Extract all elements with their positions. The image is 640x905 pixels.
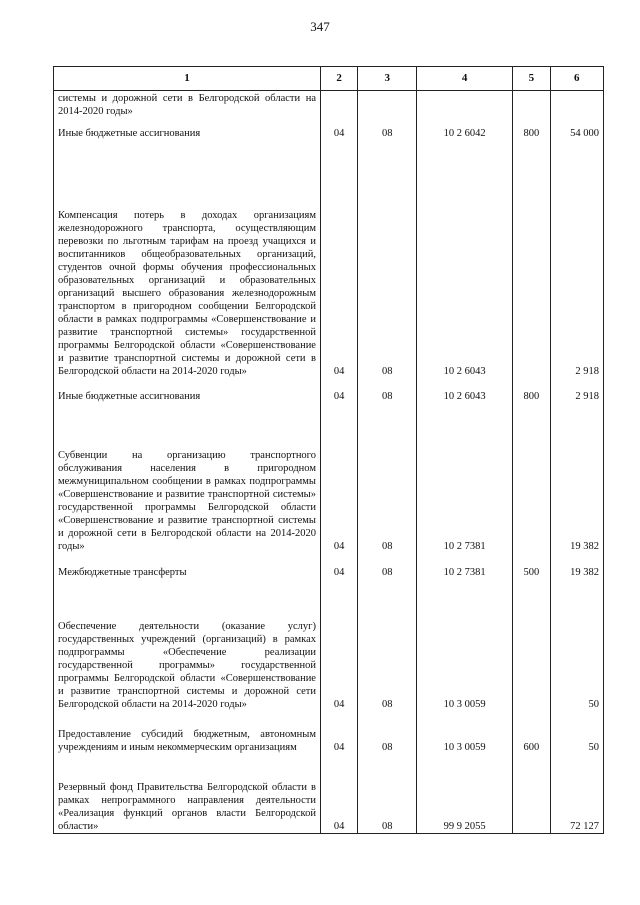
row-section: 04 [320,126,357,140]
table-row [54,126,604,140]
row-amount: 2 918 [550,386,603,404]
header-col-1: 1 [54,67,321,91]
table-row [54,719,604,754]
row-section: 04 [320,762,357,834]
row-expense-type [513,762,550,834]
row-expense-type: 500 [513,561,550,579]
row-subsection [358,91,417,118]
row-amount: 54 000 [550,126,603,140]
row-section: 04 [320,719,357,754]
row-name: Резервный фонд Правительства Белгородской области в рамках непрограммного направления деятельности «Реализация функций органов власти Белгородской области» [54,762,321,834]
row-amount: 19 382 [550,561,603,579]
row-amount [550,91,603,118]
row-name: Иные бюджетные ассигнования [54,386,321,404]
row-amount: 50 [550,587,603,711]
row-target-code: 10 3 0059 [417,587,513,711]
row-expense-type: 800 [513,126,550,140]
row-section: 04 [320,561,357,579]
row-name: Компенсация потерь в доходах организациям железнодорожного транспорта, осуществляющим перевозки по льготным тарифам на проезд учащихся и воспитанников общеобразовательных организаций, студентов очной формы обучения профессиональных образовательных организаций и образовательных организаций высшего образования железнодорожным транспортом в пригородном сообщении Белгородской области в рамках подпрограммы «Совершенствование и развитие транспортной системы» государственной программы Белгородской области «Совершенствование и развитие транспортной системы и дорожной сети в Белгородской области на 2014-2020 годы» [54,148,321,378]
row-subsection: 08 [358,126,417,140]
table-row [54,91,604,118]
header-col-6: 6 [550,67,603,91]
row-subsection: 08 [358,587,417,711]
row-name: Субвенции на организацию транспортного обслуживания населения в пригородном межмуниципальном сообщении в рамках подпрограммы «Совершенствование и развитие транспортной системы» государственной программы Белгородской области «Совершенствование и развитие транспортной системы и дорожной сети в Белгородской области на 2014-2020 годы» [54,411,321,553]
budget-table [53,66,604,834]
row-target-code [417,91,513,118]
row-subsection: 08 [358,148,417,378]
header-col-4: 4 [417,67,513,91]
row-amount: 50 [550,719,603,754]
row-subsection: 08 [358,762,417,834]
row-name: Обеспечение деятельности (оказание услуг) государственных учреждений (организаций) в рамках подпрограммы «Обеспечение реализации государственной программы» государственной программы Белгородской области «Совершенствование и развитие транспортной системы и дорожной сети Белгородской области на 2014-2020 годы» [54,587,321,711]
table-row [54,762,604,834]
row-expense-type [513,587,550,711]
row-target-code: 10 2 7381 [417,411,513,553]
row-subsection: 08 [358,411,417,553]
row-section: 04 [320,386,357,404]
table-row [54,148,604,378]
row-subsection: 08 [358,386,417,404]
row-expense-type: 600 [513,719,550,754]
header-col-5: 5 [513,67,550,91]
row-target-code: 10 2 6042 [417,126,513,140]
row-target-code: 10 3 0059 [417,719,513,754]
row-amount: 2 918 [550,148,603,378]
row-expense-type [513,148,550,378]
header-col-3: 3 [358,67,417,91]
row-target-code: 10 2 6043 [417,148,513,378]
row-section [320,91,357,118]
row-name: Предоставление субсидий бюджетным, автономным учреждениям и иным некоммерческим организациям [54,719,321,754]
table-header-row [54,67,604,91]
table-row [54,386,604,404]
row-subsection: 08 [358,719,417,754]
row-amount: 72 127 [550,762,603,834]
header-col-2: 2 [320,67,357,91]
page-number: 347 [310,19,330,34]
row-target-code: 10 2 7381 [417,561,513,579]
row-target-code: 99 9 2055 [417,762,513,834]
row-name: системы и дорожной сети в Белгородской области на 2014-2020 годы» [54,91,321,118]
row-name: Иные бюджетные ассигнования [54,126,321,140]
row-name: Межбюджетные трансферты [54,561,321,579]
table-row [54,587,604,711]
row-expense-type [513,411,550,553]
table-row [54,411,604,553]
row-expense-type [513,91,550,118]
row-section: 04 [320,148,357,378]
row-section: 04 [320,587,357,711]
row-amount: 19 382 [550,411,603,553]
row-expense-type: 800 [513,386,550,404]
table-row [54,561,604,579]
row-target-code: 10 2 6043 [417,386,513,404]
row-section: 04 [320,411,357,553]
row-subsection: 08 [358,561,417,579]
